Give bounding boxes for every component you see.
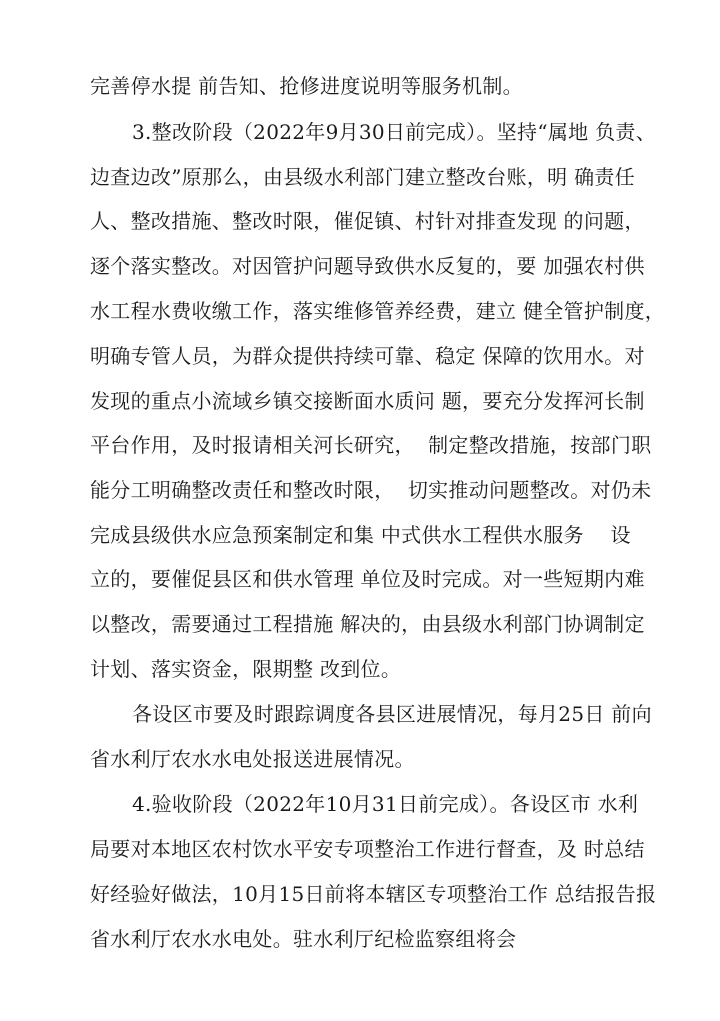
text-line: 计划、落实资金，限期整 改到位。	[90, 657, 402, 681]
text-line: 能分工明确整改责任和整改时限， 切实推动问题整改。对仍未	[90, 478, 652, 502]
text-line: 完成县级供水应急预案制定和集 中式供水工程供水服务 设	[90, 523, 631, 547]
text-line: 立的，要催促县区和供水管理 单位及时完成。对一些短期内难	[90, 567, 645, 591]
text-line: 4.验收阶段（2022年10月31日前完成）。各设区市 水利	[132, 792, 639, 816]
text-line: 明确专管人员，为群众提供持续可靠、稳定 保障的饮用水。对	[90, 344, 645, 368]
text-line: 局要对本地区农村饮水平安专项整治工作进行督查，及 时总结	[90, 837, 645, 861]
text-line: 省水利厅农水水电处报送进展情况。	[90, 747, 415, 771]
text-line: 边查边改”原那么，由县级水利部门建立整改台账，明 确责任	[90, 165, 635, 189]
text-line: 水工程水费收缴工作，落实维修管养经费，建立 健全管护制度，	[90, 299, 666, 323]
text-line: 3.整改阶段（2022年9月30日前完成）。坚持“属地 负责、	[132, 120, 657, 144]
text-line: 好经验好做法，10月15日前将本辖区专项整治工作 总结报告报	[90, 882, 657, 906]
text-line: 平台作用，及时报请相关河长研究， 制定整改措施，按部门职	[90, 433, 652, 457]
text-line: 人、整改措施、整改时限，催促镇、村针对排查发现 的问题，	[90, 209, 645, 233]
text-line: 以整改，需要通过工程措施 解决的，由县级水利部门协调制定	[90, 612, 645, 636]
text-line: 逐个落实整改。对因管护问题导致供水反复的，要 加强农村供	[90, 254, 645, 278]
text-line: 完善停水提 前告知、抢修进度说明等服务机制。	[90, 74, 523, 98]
text-line: 发现的重点小流域乡镇交接断面水质问 题，要充分发挥河长制	[90, 389, 645, 413]
text-line: 各设区市要及时跟踪调度各县区进展情况，每月25日 前向	[132, 702, 652, 726]
text-line: 省水利厅农水水电处。驻水利厅纪检监察组将会	[90, 927, 517, 951]
